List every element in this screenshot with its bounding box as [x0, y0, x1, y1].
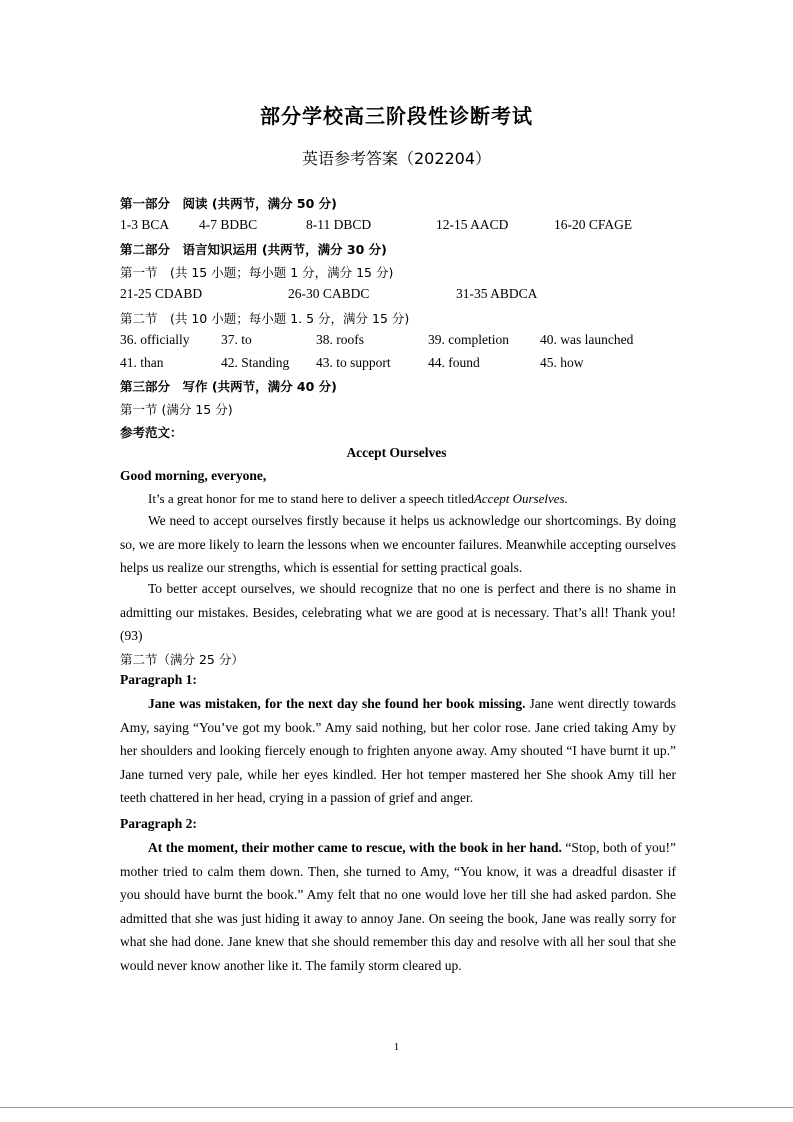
page-title: 部分学校高三阶段性诊断考试	[260, 104, 533, 128]
essay-intro-title: Accept Ourselves.	[473, 491, 568, 506]
paragraph1-lead: Jane was mistaken, for the next day she found her book missing.	[148, 696, 526, 711]
paragraph1-label: Paragraph 1:	[120, 672, 197, 687]
answer-item: 40. was launched	[540, 332, 634, 347]
essay-paragraph-text: To better accept ourselves, we should recognize that no one is perfect and there is no shame in admitting our mistakes. Besides, celebrating what we are good at is necessary. That’s all! Thank you! (93)	[120, 581, 690, 643]
paragraph2-lead: At the moment, their mother came to rescue, with the book in her hand.	[148, 840, 562, 855]
essay-greeting: Good morning, everyone,	[120, 468, 267, 483]
part3-heading: 第三部分 写作 (共两节，满分 40 分)	[120, 379, 337, 394]
essay-paragraph-text: We need to accept ourselves firstly because it helps us acknowledge our shortcomings. By doing so, we are more likely to learn the lessons when we encounter failures. Meanwhile accepting ourselves helps us realize our strengths, which is essential for setting practical goals.	[120, 513, 676, 575]
answer-item: 44. found	[428, 355, 480, 370]
part3-section1-heading: 第一节 (满分 15 分)	[120, 402, 233, 417]
answer-item: 38. roofs	[316, 332, 364, 347]
continuation-paragraph-1	[120, 692, 676, 810]
essay-paragraph	[120, 509, 676, 580]
answer-group: 26-30 CABDC	[288, 286, 370, 301]
paragraph2-text: “Stop, both of you!” mother tried to calm them down. Then, she turned to Amy, “You know, it was a dreadful disaster if you should have burnt the book.” Amy felt that no one would love her till she had asked pardon. She admitted that she was just hiding it away to annoy Jane. On seeing the book, Jane was really sorry for what she had done. Jane knew that she should remember this day and resolve with all her soul that she would never know another like it. The family storm cleared up.	[120, 840, 676, 973]
part2-section1-heading: 第一节 (共 15 小题；每小题 1 分，满分 15 分)	[120, 265, 394, 280]
part2-heading: 第二部分 语言知识运用 (共两节，满分 30 分)	[120, 242, 387, 257]
answer-item: 43. to support	[316, 355, 391, 370]
answer-group: 4-7 BDBC	[199, 217, 258, 232]
sample-label: 参考范文：	[120, 425, 183, 440]
answer-item: 37. to	[221, 332, 252, 347]
answer-item: 41. than	[120, 355, 164, 370]
continuation-paragraph-2	[120, 836, 676, 977]
answer-group: 16-20 CFAGE	[554, 217, 633, 232]
essay-title: Accept Ourselves	[346, 445, 447, 460]
page-bottom-divider	[0, 1107, 793, 1108]
answer-group: 12-15 AACD	[436, 217, 509, 232]
answer-item: 42. Standing	[221, 355, 290, 370]
essay-intro	[148, 491, 568, 507]
paragraph1-text: Jane went directly towards Amy, saying “You’ve got my book.” Amy said nothing, but her color rose. Jane cried taking Amy by her shoulders and looking fiercely enough to frighten anyone away. Amy shouted “I have burnt it up.” Jane turned very pale, while her eyes kindled. Her hot temper mastered her She shook Amy till her teeth chattered in her head, crying in a passion of grief and anger.	[120, 696, 677, 805]
part2-section2-heading: 第二节 (共 10 小题；每小题 1. 5 分，满分 15 分)	[120, 311, 410, 326]
paragraph2-label: Paragraph 2:	[120, 816, 197, 831]
page-subtitle: 英语参考答案（202204）	[301, 149, 492, 168]
answer-item: 45. how	[540, 355, 584, 370]
part1-heading: 第一部分 阅读 (共两节，满分 50 分)	[120, 196, 337, 211]
essay-paragraph	[120, 577, 690, 648]
answer-group: 21-25 CDABD	[120, 286, 203, 301]
part3-section2-heading: 第二节（满分 25 分）	[120, 652, 244, 667]
answer-group: 31-35 ABDCA	[456, 286, 538, 301]
page-number: 1	[393, 1041, 400, 1053]
answer-group: 1-3 BCA	[120, 217, 170, 232]
answer-group: 8-11 DBCD	[306, 217, 372, 232]
answer-item: 39. completion	[428, 332, 509, 347]
answer-item: 36. officially	[120, 332, 190, 347]
essay-intro-text: It’s a great honor for me to stand here to deliver a speech titled	[148, 491, 474, 506]
